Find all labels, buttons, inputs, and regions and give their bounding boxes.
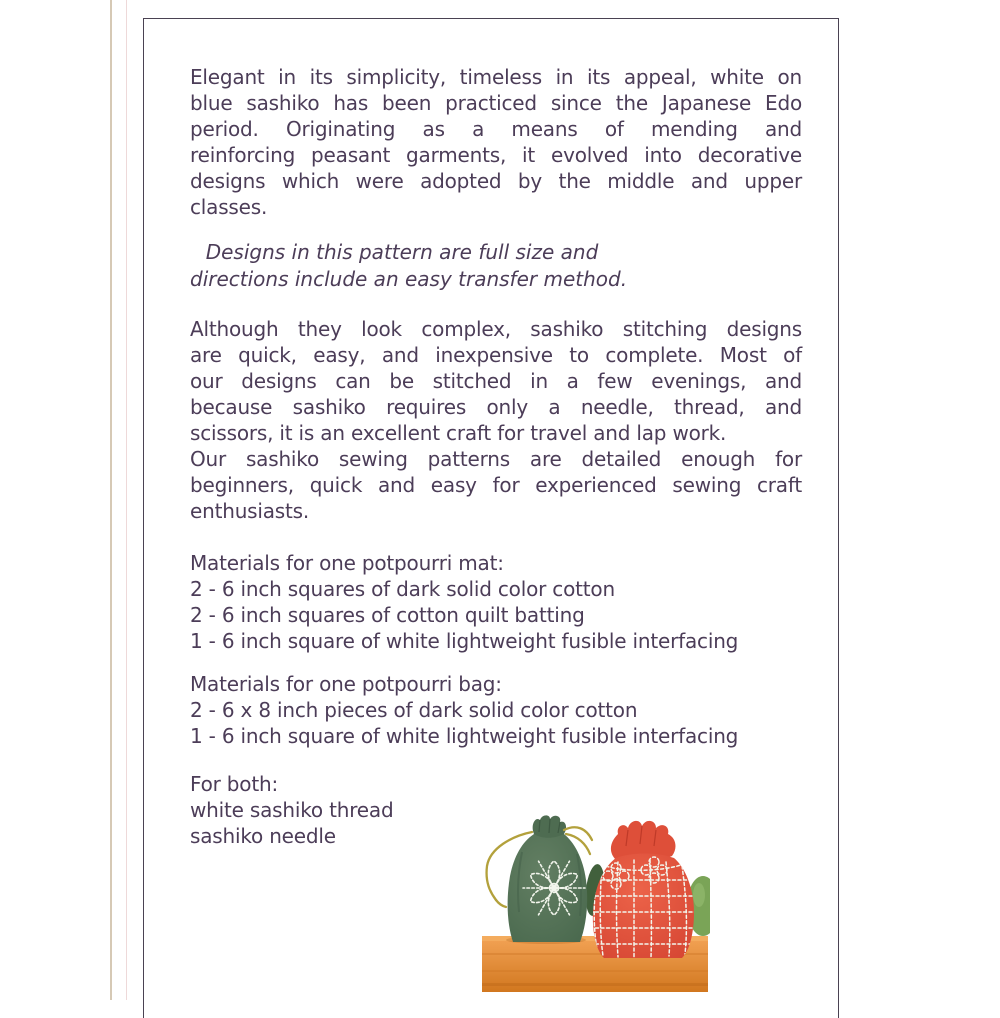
about-line: enthusiasts. (190, 499, 310, 523)
materials-item: 1 - 6 inch square of white lightweight fusible interfacing (190, 629, 739, 653)
about-line: Although they look complex, sashiko stitching designs (190, 317, 802, 341)
about-line: our designs can be stitched in a few evenings, and (190, 369, 802, 393)
materials-bag-heading: Materials for one potpourri bag: (190, 672, 502, 696)
about-line: Our sashiko sewing patterns are detailed enough for (190, 447, 802, 471)
materials-item: 2 - 6 x 8 inch pieces of dark solid color cotton (190, 698, 638, 722)
about-line: because sashiko requires only a needle, thread, and (190, 395, 802, 419)
intro-line: reinforcing peasant garments, it evolved into decorative (190, 143, 802, 167)
intro-line: Elegant in its simplicity, timeless in its appeal, white on (190, 65, 802, 89)
intro-line: designs which were adopted by the middle and upper (190, 169, 802, 193)
tagline-line: Designs in this pattern are full size and (205, 240, 599, 264)
intro-paragraph (190, 64, 802, 220)
materials-item: 1 - 6 inch square of white lightweight fusible interfacing (190, 724, 739, 748)
tagline (190, 239, 628, 293)
materials-mat-section (190, 550, 802, 654)
about-line: scissors, it is an excellent craft for travel and lap work. (190, 421, 727, 445)
for-both-heading: For both: (190, 772, 278, 796)
for-both-item: sashiko needle (190, 824, 336, 848)
intro-line: blue sashiko has been practiced since the Japanese Edo (190, 91, 802, 115)
product-photo (482, 812, 710, 998)
materials-bag-section (190, 671, 802, 749)
intro-line: classes. (190, 195, 268, 219)
intro-line: period. Originating as a means of mending and (190, 117, 802, 141)
about-line: are quick, easy, and inexpensive to complete. Most of (190, 343, 802, 367)
materials-item: 2 - 6 inch squares of dark solid color cotton (190, 577, 615, 601)
materials-item: 2 - 6 inch squares of cotton quilt batting (190, 603, 585, 627)
paper-edge-shadow (126, 0, 127, 1000)
about-line: beginners, quick and easy for experienced sewing craft (190, 473, 802, 497)
paper-edge-line (110, 0, 112, 1000)
materials-mat-heading: Materials for one potpourri mat: (190, 551, 504, 575)
about-paragraph (190, 316, 802, 524)
for-both-item: white sashiko thread (190, 798, 394, 822)
coral-bag (590, 821, 698, 958)
tagline-line: directions include an easy transfer method. (190, 267, 628, 291)
